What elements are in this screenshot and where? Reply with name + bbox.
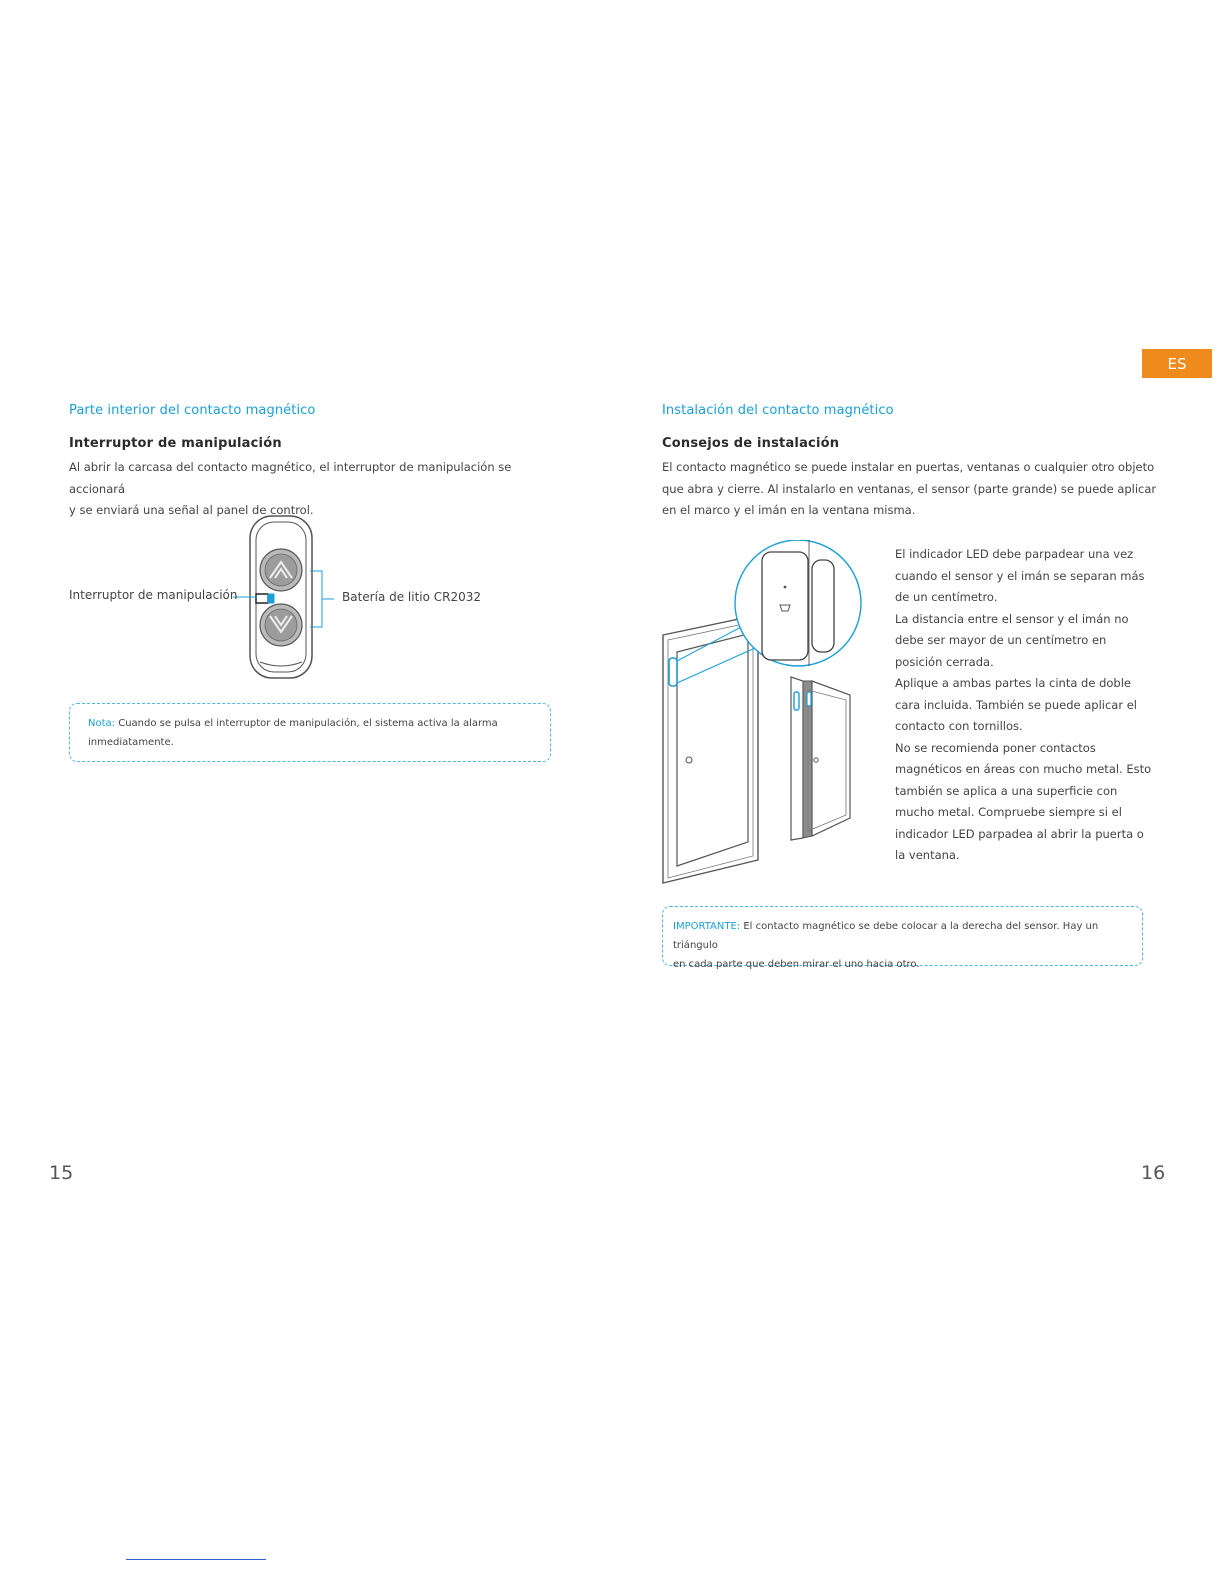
tip-line: de un centímetro. (895, 590, 998, 604)
left-section-title: Parte interior del contacto magnético (69, 403, 316, 418)
tip-line: cara incluida. También se puede aplicar el (895, 697, 1138, 712)
important-text: El contacto magnético se debe colocar a la derecha del sensor. Hay un triángulo (673, 921, 1099, 951)
important-box (662, 906, 1143, 970)
tamper-switch-label: Interruptor de manipulación (69, 588, 238, 602)
left-subsection-title: Interruptor de manipulación (69, 436, 282, 451)
page-number-right: 16 (1141, 1162, 1166, 1184)
note-label: Nota: (88, 718, 116, 729)
tip-line: la ventana. (895, 848, 960, 862)
installation-illustration (655, 540, 885, 890)
tip-line: posición cerrada. (895, 654, 994, 669)
important-line-2: en cada parte que deben mirar el uno hacia otro. (673, 959, 920, 970)
tip-line: magnéticos en áreas con mucho metal. Esto (895, 762, 1152, 776)
right-body-line: que abra y cierre. Al instalarlo en ventanas, el sensor (parte grande) se puede aplicar (662, 481, 1157, 496)
battery-label: Batería de litio CR2032 (342, 590, 482, 604)
tip-line: indicador LED parpadea al abrir la puerta o (895, 826, 1144, 841)
important-label: IMPORTANTE: (673, 921, 741, 932)
note-box (69, 703, 551, 762)
page-number-left: 15 (49, 1162, 74, 1184)
important-line-1 (673, 917, 1132, 955)
right-subsection-title: Consejos de instalación (662, 436, 840, 451)
left-body-line: y se enviará una señal al panel de control. (69, 503, 314, 517)
tip-line: debe ser mayor de un centímetro en (895, 633, 1107, 647)
right-section-title: Instalación del contacto magnético (662, 403, 894, 418)
tip-line: contacto con tornillos. (895, 719, 1023, 733)
note-text: Cuando se pulsa el interruptor de manipulación, el sistema activa la alarma (118, 718, 498, 729)
right-body-line: en el marco y el imán en la ventana misma. (662, 503, 916, 517)
battery-bracket (310, 570, 336, 630)
left-body-line: Al abrir la carcasa del contacto magnético, el interruptor de manipulación se accionará (69, 460, 512, 496)
note-line-2: inmediatamente. (88, 737, 174, 748)
tip-line: mucho metal. Compruebe siempre si el (895, 805, 1122, 819)
right-body-text (662, 457, 1182, 522)
footer-rule (126, 1559, 266, 1560)
tip-line: La distancia entre el sensor y el imán no (895, 611, 1129, 626)
tip-line: también se aplica a una superficie con (895, 783, 1118, 798)
note-line-1 (88, 714, 536, 733)
installation-tips (895, 544, 1155, 867)
tip-line: El indicador LED debe parpadear una vez (895, 547, 1134, 561)
tip-line: Aplique a ambas partes la cinta de doble (895, 676, 1131, 690)
language-tab: ES (1142, 349, 1212, 378)
tip-line: cuando el sensor y el imán se separan más (895, 568, 1145, 583)
tip-line: No se recomienda poner contactos (895, 740, 1096, 755)
right-body-line: El contacto magnético se puede instalar en puertas, ventanas o cualquier otro objeto (662, 460, 1155, 474)
